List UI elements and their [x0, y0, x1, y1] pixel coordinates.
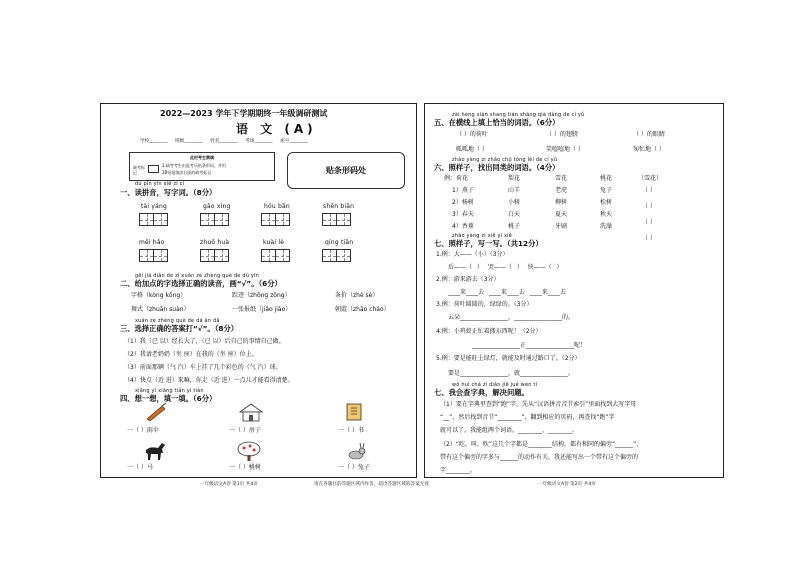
- writing-grid-4[interactable]: [322, 213, 350, 226]
- section-2-heading: 二、给加点的字选择正确的读音，画“√”。（6分）: [120, 279, 282, 288]
- pinyin-shen-bian: shēn biān: [323, 203, 355, 210]
- s6-row-4-b: 桃子: [508, 223, 521, 230]
- s7-item-1: 1.例：大——（小）（3分）: [436, 251, 509, 258]
- notice-text-1: 1.缺考考生由监考员贴条形码，并用: [162, 163, 226, 168]
- s6-row-4-d: 洗澡: [600, 223, 613, 230]
- horse-icon: [142, 440, 168, 462]
- writing-grid-7[interactable]: [261, 249, 289, 262]
- s5-item-4: 呱呱地（ ）: [456, 146, 488, 153]
- notice-box: [129, 152, 275, 181]
- s8-line-6: 字________。: [440, 467, 477, 474]
- pinyin-tai-yang: tài yáng: [141, 203, 168, 210]
- s5-pinyin-hint: zài héng xiàn shang tián shàng qià dàng de cí yǔ: [452, 112, 585, 118]
- writing-grid-2[interactable]: [200, 213, 228, 226]
- s3-item-4: （4）快点（近 进）来嘛，你走（近 进）一点儿才能看得清楚。: [124, 377, 294, 384]
- s1-pinyin-hint: dú pīn yīn xiě zì cí: [135, 181, 185, 187]
- s7-item-2-answer: ____来____去 ____来____去 ____来____去: [448, 289, 566, 296]
- s6-row-1-c: 老虎: [555, 187, 568, 194]
- s4-item-house: 一（ ）房子: [229, 427, 261, 434]
- s7-pinyin-hint: zhào yàng zi xiě yi xiě: [452, 233, 513, 239]
- s7-item-4-answer: ________________正________________呢！: [472, 342, 587, 349]
- s5-item-3: （ ）的眼睛: [633, 131, 665, 138]
- pinyin-zhuo-hua: zhuō huà: [200, 239, 230, 246]
- exam-subject: 语 文 (A): [236, 122, 317, 136]
- s6-row-3-c: 夏天: [555, 211, 568, 218]
- s6-row-1-b: 山羊: [508, 187, 521, 194]
- s8-line-3: 就可以了。我能组两个词语。________、________。: [440, 427, 579, 434]
- rabbit-icon: [345, 442, 367, 460]
- section-4-heading: 四、想一想，填一填。（6分）: [120, 394, 217, 403]
- absent-checkbox[interactable]: [148, 165, 159, 173]
- s4-item-book: 一（ ）书: [338, 427, 364, 434]
- s8-line-2: “__”，然后找到音节“________”，翻到相应的页码，再查找“跑”字: [440, 414, 615, 421]
- s7-item-5-answer: 要是________________，就________________。: [448, 370, 575, 377]
- s7-item-3-answer: 云朵________________，________________的。: [448, 314, 575, 321]
- umbrella-icon: [144, 402, 168, 422]
- s7-item-4: 4.例：小鸡蚁正忙着搬东西呢！（2分）: [436, 328, 542, 335]
- notice-text-2: 2B铅笔填涂右面的缺考标记: [162, 170, 212, 175]
- absent-label: 缺考标记: [133, 165, 145, 175]
- section-1-heading: 一、读拼音，写字词。（8分）: [120, 188, 217, 197]
- s6-row-3-d: 秋天: [600, 211, 613, 218]
- section-8-heading: 七、我会查字典，解决问题。: [434, 388, 529, 397]
- s3-item-3: （3）前面那辆（气 汽）车上挂了几个彩色的（气 汽）球。: [124, 364, 282, 371]
- pinyin-mei-hao: mēi hǎo: [139, 239, 165, 246]
- s8-line-4: （2）“吃、叫、吹”这几个字都是________结构，都有相同的偏旁“______”，: [440, 441, 643, 448]
- s2-item-1: 字格（kòng kōng）: [131, 292, 187, 299]
- section-7-heading: 七、照样子，写一写。（共12分）: [434, 239, 543, 248]
- pinyin-hou-ban: hóu bān: [264, 203, 290, 210]
- writing-grid-8[interactable]: [322, 249, 350, 262]
- s5-item-2: （ ）的翅膀: [546, 131, 578, 138]
- s3-pinyin-hint: xuǎn zé zhèng què de dá àn dǎ: [135, 318, 220, 324]
- s6-row-4-a: 4）香蕉: [452, 223, 474, 230]
- s4-item-peach-tree: 一（ ）桃树: [229, 464, 261, 471]
- s7-item-1-answer: 后——（ ） 哭——（ ） 快——（ ）: [448, 264, 563, 271]
- s4-item-umbrella: 一（ ）雨伞: [127, 427, 159, 434]
- section-3-heading: 三、选择正确的答案打“√”。（8分）: [120, 324, 239, 333]
- section-6-heading: 六、照样子，找出同类的词语。（4分）: [434, 163, 560, 172]
- s6-row-2-d: 松树: [600, 199, 613, 206]
- writing-grid-5[interactable]: [139, 249, 167, 262]
- s2-item-2: 踪迹（zhōng zōng）: [232, 292, 291, 299]
- s2-item-6: 朝霞（zhāo cháo）: [335, 306, 390, 313]
- s8-line-5: 带有这个偏旁的字多与______的动作有关。我还能写出一个带有这个偏旁的: [440, 454, 639, 461]
- house-icon: [238, 402, 264, 422]
- pinyin-qing-tian: qíng tiān: [325, 239, 354, 246]
- s4-item-horse: 一（ ）马: [127, 464, 153, 471]
- writing-grid-6[interactable]: [200, 249, 228, 262]
- s3-item-1: （1）我（已 以）经长大了，（已 以）后自己的事情自己做。: [124, 338, 285, 345]
- s7-item-3: 3.例：荷叶圆圆的，绿绿的。（3分）: [436, 301, 533, 308]
- footer-middle: 请在各题目的答题区域内作答，超出答题区域的答案无效: [314, 482, 429, 487]
- section-5-heading: 五、在横线上填上恰当的词语。（6分）: [434, 118, 560, 127]
- s6-row-4-c: 牙刷: [555, 223, 568, 230]
- s5-item-6: 匆忙地（ ）: [633, 146, 665, 153]
- s6-pinyin-hint: zhào yàng zi zhǎo chū tóng lèi de cí yǔ: [452, 157, 558, 163]
- barcode-area: 贴条形码处: [287, 152, 405, 189]
- s6-answer-blanks: （ ） （ ） （ ） （ ）: [642, 187, 656, 242]
- pinyin-gao-xing: gāo xìng: [203, 203, 231, 210]
- s6-row-2-c: 柳树: [555, 199, 568, 206]
- s5-item-1: （ ）的荷叶: [456, 131, 488, 138]
- s6-row-1-d: 兔子: [600, 187, 613, 194]
- s6-row-3-b: 白天: [508, 211, 521, 218]
- writing-grid-1[interactable]: [139, 213, 167, 226]
- pinyin-kuai-le: kuài lè: [263, 239, 285, 246]
- student-info-row: 学校________ 班级________ 姓名________ 考场________ 座号________: [140, 139, 308, 144]
- exam-title: 2022—2023 学年下学期期终一年级调研测试: [160, 109, 328, 118]
- footer-left: 一年级语文A卷 第1页 共4页: [200, 482, 258, 487]
- s6-example-4: 桃花: [600, 175, 613, 182]
- s6-row-2-a: 2）杨树: [452, 199, 474, 206]
- s7-item-2: 2.例：游来游去（3分）: [436, 276, 500, 283]
- s4-item-rabbit: 一（ ）兔子: [338, 464, 370, 471]
- s3-item-2: （2）我请老奶奶（坐 座）在我的（坐 座）位上。: [124, 351, 258, 358]
- s2-pinyin-hint: gěi jiā diǎn de zì xuǎn zé zhèng què de dú yīn: [135, 273, 260, 279]
- s6-row-1-a: 1）燕子: [452, 187, 474, 194]
- s8-pinyin-hint: wǒ huì chá zì diǎn jiě jué wèn tí: [452, 382, 538, 388]
- s6-row-3-a: 3）春天: [452, 211, 474, 218]
- s8-line-1: （1）要在字典里查到“跑”字，先从“汉语拼音音节索引”里面找到大写字母: [440, 401, 637, 408]
- book-icon: [345, 402, 363, 422]
- peach-tree-icon: [236, 440, 262, 462]
- notice-title: 此栏考生禁填: [190, 155, 214, 160]
- s6-row-2-b: 小树: [508, 199, 521, 206]
- s6-example-2: 梨花: [508, 175, 521, 182]
- writing-grid-3[interactable]: [261, 213, 289, 226]
- s6-example-1: 例：荷花: [444, 175, 469, 182]
- s4-pinyin-hint: xiǎng yi xiǎng tián yi tián: [135, 388, 204, 394]
- s2-item-5: 一张报纸（jiǎo jiào）: [232, 306, 292, 313]
- s7-item-5: 5.例：要是能旺上绿灯，就能及时通过路口了。（2分）: [436, 355, 581, 362]
- footer-right: 一年级语文A卷 第2页 共4页: [538, 482, 596, 487]
- s6-example-3: 雪花: [555, 175, 568, 182]
- s6-example-5: （雪花）: [638, 175, 663, 182]
- s2-item-3: 条价（zhè sè）: [335, 292, 379, 299]
- s2-item-4: 舞式（zhuān suàn）: [131, 306, 190, 313]
- s5-item-5: 笑嘻嘻地（ ）: [546, 146, 584, 153]
